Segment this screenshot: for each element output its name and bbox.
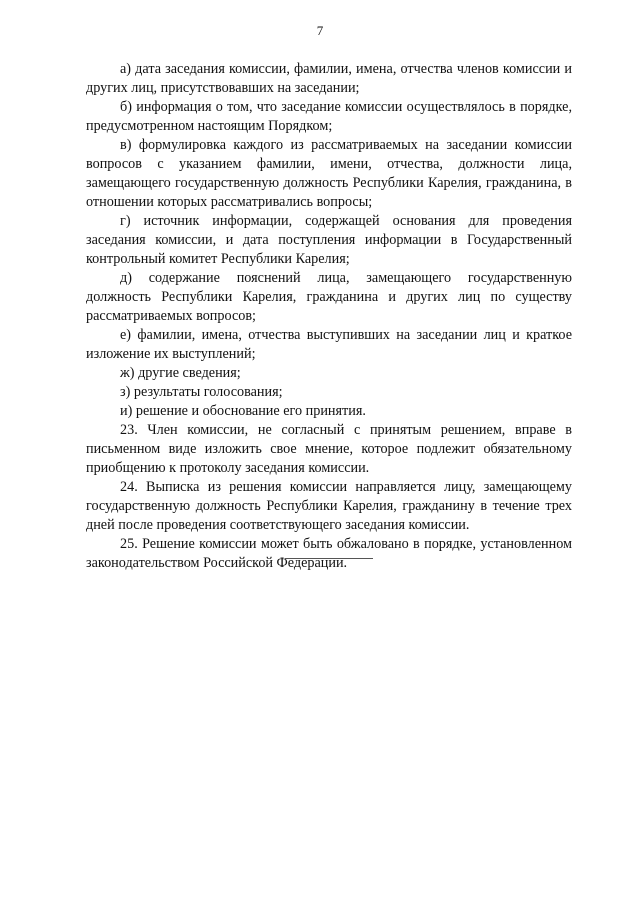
- paragraph-d: д) содержание пояснений лица, замещающего государственную должность Республики Карелия, гражданина и других лиц по существу рассматриваемых вопросов;: [86, 270, 572, 324]
- paragraph-e: е) фамилии, имена, отчества выступивших на заседании лиц и краткое изложение их выступлений;: [86, 327, 572, 362]
- clause-25: 25. Решение комиссии может быть обжаловано в порядке, установленном законодательством Российской Федерации.: [86, 536, 572, 571]
- end-of-document-rule: [285, 558, 373, 559]
- paragraph-g: г) источник информации, содержащей основания для проведения заседания комиссии, и дата поступления информации в Государственный контрольный комитет Республики Карелия;: [86, 213, 572, 267]
- clause-24: 24. Выписка из решения комиссии направляется лицу, замещающему государственную должность Республики Карелия, гражданину в течение трех дней после проведения соответствующего заседания комиссии.: [86, 479, 572, 533]
- paragraph-b: б) информация о том, что заседание комиссии осуществлялось в порядке, предусмотренном настоящим Порядком;: [86, 99, 572, 134]
- page-number: 7: [316, 23, 324, 38]
- paragraph-a: а) дата заседания комиссии, фамилии, имена, отчества членов комиссии и других лиц, присутствовавших на заседании;: [86, 61, 572, 96]
- document-body: [86, 60, 572, 573]
- paragraph-i: и) решение и обоснование его принятия.: [120, 403, 366, 419]
- paragraph-zh: ж) другие сведения;: [120, 365, 241, 381]
- clause-23: 23. Член комиссии, не согласный с принятым решением, вправе в письменном виде изложить свое мнение, которое подлежит обязательному приобщению к протоколу заседания комиссии.: [86, 422, 572, 476]
- paragraph-z: з) результаты голосования;: [120, 384, 283, 400]
- paragraph-v: в) формулировка каждого из рассматриваемых на заседании комиссии вопросов с указанием фамилии, имени, отчества, должности лица, замещающего государственную должность Республики Карелия, гражданина, в отношении которых рассматривались вопросы;: [86, 137, 572, 210]
